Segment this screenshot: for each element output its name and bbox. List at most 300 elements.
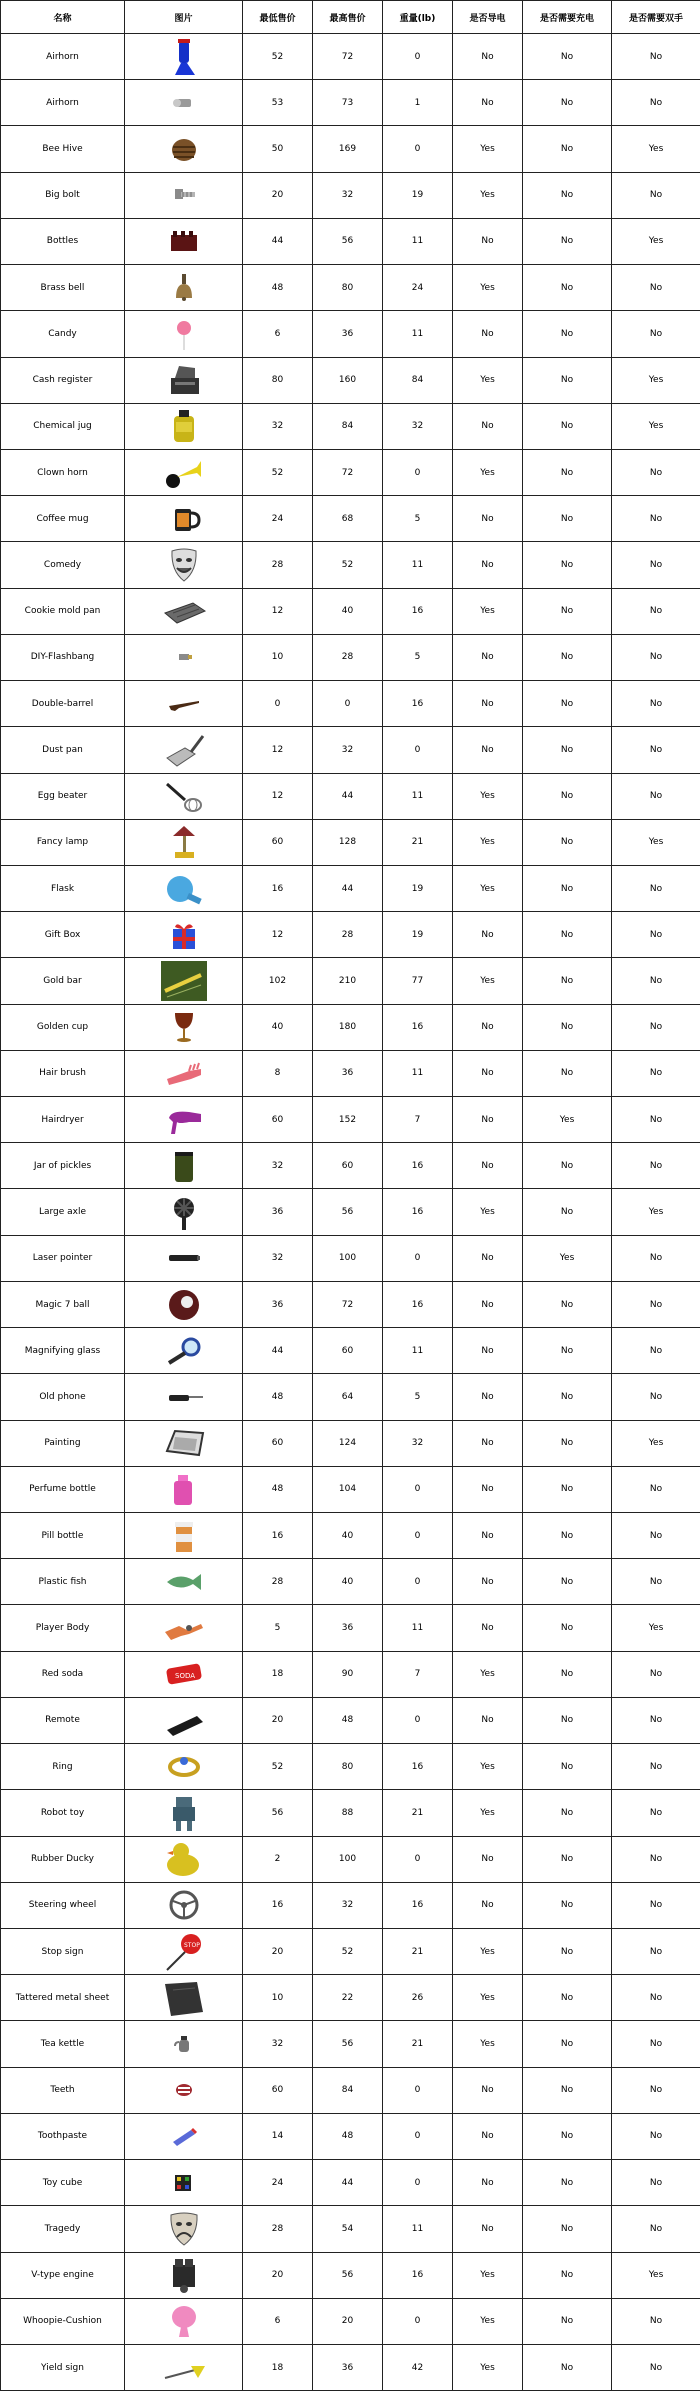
weight: 5: [383, 496, 453, 542]
needs-charge: No: [523, 449, 612, 495]
comedy-mask-icon: [161, 545, 207, 585]
item-name: Airhorn: [1, 80, 125, 126]
weight: 0: [383, 1559, 453, 1605]
conductive: Yes: [453, 2252, 523, 2298]
min-price: 12: [243, 727, 313, 773]
min-price: 32: [243, 1143, 313, 1189]
min-price: 44: [243, 1328, 313, 1374]
weight: 16: [383, 1189, 453, 1235]
item-image-cell: [125, 1004, 243, 1050]
item-image-cell: [125, 634, 243, 680]
max-price: 32: [313, 1882, 383, 1928]
weight: 7: [383, 1097, 453, 1143]
two-handed: No: [612, 1328, 700, 1374]
jug-icon: [161, 406, 207, 446]
robot-icon: [161, 1793, 207, 1833]
table-row: [1, 588, 700, 634]
svg-text:SODA: SODA: [174, 1672, 195, 1681]
two-handed: No: [612, 1836, 700, 1882]
table-row: [1, 1928, 700, 1974]
weight: 16: [383, 1143, 453, 1189]
table-row: [1, 2113, 700, 2159]
two-handed: No: [612, 1513, 700, 1559]
item-image-cell: [125, 1235, 243, 1281]
weight: 11: [383, 218, 453, 264]
item-image-cell: [125, 681, 243, 727]
item-name: Hair brush: [1, 1050, 125, 1096]
min-price: 10: [243, 1975, 313, 2021]
item-name: Gift Box: [1, 912, 125, 958]
weight: 11: [383, 1605, 453, 1651]
two-handed: No: [612, 265, 700, 311]
min-price: 0: [243, 681, 313, 727]
needs-charge: No: [523, 1605, 612, 1651]
pan-icon: [161, 591, 207, 631]
conductive: No: [453, 1605, 523, 1651]
conductive: No: [453, 727, 523, 773]
min-price: 60: [243, 819, 313, 865]
weight: 77: [383, 958, 453, 1004]
max-price: 28: [313, 912, 383, 958]
min-price: 16: [243, 1513, 313, 1559]
weight: 21: [383, 1928, 453, 1974]
max-price: 152: [313, 1097, 383, 1143]
item-name: Dust pan: [1, 727, 125, 773]
min-price: 20: [243, 1928, 313, 1974]
max-price: 44: [313, 773, 383, 819]
min-price: 60: [243, 1097, 313, 1143]
item-image-cell: [125, 2298, 243, 2344]
max-price: 44: [313, 865, 383, 911]
max-price: 40: [313, 588, 383, 634]
table-row: [1, 634, 700, 680]
soda-can-icon: [161, 1654, 207, 1694]
two-handed: No: [612, 1975, 700, 2021]
perfume-icon: [161, 1469, 207, 1509]
min-price: 32: [243, 403, 313, 449]
painting-icon: [161, 1423, 207, 1463]
conductive: No: [453, 311, 523, 357]
max-price: 20: [313, 2298, 383, 2344]
two-handed: No: [612, 1697, 700, 1743]
item-image-cell: [125, 172, 243, 218]
max-price: 0: [313, 681, 383, 727]
table-row: [1, 2206, 700, 2252]
two-handed: No: [612, 2206, 700, 2252]
item-name: Comedy: [1, 542, 125, 588]
egg-beater-icon: [161, 776, 207, 816]
max-price: 160: [313, 357, 383, 403]
weight: 84: [383, 357, 453, 403]
table-row: [1, 2021, 700, 2067]
item-image-cell: [125, 1605, 243, 1651]
max-price: 56: [313, 2252, 383, 2298]
min-price: 12: [243, 588, 313, 634]
item-name: Bottles: [1, 218, 125, 264]
conductive: Yes: [453, 2298, 523, 2344]
two-handed: No: [612, 311, 700, 357]
max-price: 36: [313, 1050, 383, 1096]
item-name: Big bolt: [1, 172, 125, 218]
item-name: Teeth: [1, 2067, 125, 2113]
candy-icon: [161, 314, 207, 354]
item-name: Candy: [1, 311, 125, 357]
two-handed: No: [612, 1882, 700, 1928]
conductive: Yes: [453, 1928, 523, 1974]
two-handed: No: [612, 542, 700, 588]
weight: 11: [383, 311, 453, 357]
two-handed: No: [612, 588, 700, 634]
two-handed: No: [612, 1143, 700, 1189]
item-name: Golden cup: [1, 1004, 125, 1050]
two-handed: No: [612, 912, 700, 958]
item-name: Rubber Ducky: [1, 1836, 125, 1882]
table-row: [1, 1882, 700, 1928]
conductive: Yes: [453, 958, 523, 1004]
max-price: 88: [313, 1790, 383, 1836]
weight: 16: [383, 1004, 453, 1050]
two-handed: Yes: [612, 1420, 700, 1466]
needs-charge: No: [523, 126, 612, 172]
item-image-cell: [125, 1790, 243, 1836]
mug-icon: [161, 499, 207, 539]
table-row: [1, 1097, 700, 1143]
weight: 11: [383, 1050, 453, 1096]
two-handed: No: [612, 1235, 700, 1281]
table-row: [1, 449, 700, 495]
weight: 16: [383, 588, 453, 634]
item-name: Toy cube: [1, 2160, 125, 2206]
needs-charge: No: [523, 172, 612, 218]
item-image-cell: [125, 1097, 243, 1143]
item-image-cell: [125, 126, 243, 172]
needs-charge: No: [523, 912, 612, 958]
item-name: DIY-Flashbang: [1, 634, 125, 680]
min-price: 12: [243, 912, 313, 958]
fish-icon: [161, 1562, 207, 1602]
conductive: No: [453, 1559, 523, 1605]
max-price: 80: [313, 1744, 383, 1790]
item-image-cell: [125, 1281, 243, 1327]
weight: 0: [383, 126, 453, 172]
weight: 26: [383, 1975, 453, 2021]
needs-charge: No: [523, 1928, 612, 1974]
weight: 16: [383, 2252, 453, 2298]
item-image-cell: [125, 588, 243, 634]
gift-box-icon: [161, 915, 207, 955]
max-price: 22: [313, 1975, 383, 2021]
two-handed: No: [612, 2344, 700, 2390]
airhorn-icon: [161, 37, 207, 77]
item-image-cell: [125, 1744, 243, 1790]
table-row: [1, 34, 700, 80]
item-image-cell: [125, 1882, 243, 1928]
item-name: Painting: [1, 1420, 125, 1466]
min-price: 48: [243, 1374, 313, 1420]
item-name: Pill bottle: [1, 1513, 125, 1559]
max-price: 36: [313, 311, 383, 357]
golden-cup-icon: [161, 1007, 207, 1047]
flashbang-icon: [161, 637, 207, 677]
max-price: 180: [313, 1004, 383, 1050]
max-price: 44: [313, 2160, 383, 2206]
table-row: [1, 311, 700, 357]
conductive: Yes: [453, 1651, 523, 1697]
needs-charge: No: [523, 218, 612, 264]
conductive: No: [453, 2160, 523, 2206]
item-name: Old phone: [1, 1374, 125, 1420]
magic-ball-icon: [161, 1285, 207, 1325]
needs-charge: No: [523, 1374, 612, 1420]
two-handed: Yes: [612, 1189, 700, 1235]
two-handed: Yes: [612, 819, 700, 865]
table-row: [1, 681, 700, 727]
bee-hive-icon: [161, 129, 207, 169]
needs-charge: No: [523, 1328, 612, 1374]
item-image-cell: [125, 2344, 243, 2390]
item-image-cell: [125, 80, 243, 126]
weight: 16: [383, 1744, 453, 1790]
item-image-cell: [125, 403, 243, 449]
weight: 11: [383, 773, 453, 819]
conductive: No: [453, 2067, 523, 2113]
conductive: No: [453, 1420, 523, 1466]
two-handed: No: [612, 1466, 700, 1512]
min-price: 44: [243, 218, 313, 264]
max-price: 56: [313, 2021, 383, 2067]
weight: 0: [383, 1697, 453, 1743]
table-row: [1, 1281, 700, 1327]
two-handed: No: [612, 634, 700, 680]
min-price: 48: [243, 265, 313, 311]
needs-charge: No: [523, 634, 612, 680]
item-name: Ring: [1, 1744, 125, 1790]
header-two-handed: 是否需要双手: [612, 1, 700, 34]
weight: 0: [383, 2298, 453, 2344]
max-price: 210: [313, 958, 383, 1004]
min-price: 16: [243, 1882, 313, 1928]
item-image-cell: [125, 1050, 243, 1096]
needs-charge: No: [523, 727, 612, 773]
min-price: 28: [243, 1559, 313, 1605]
needs-charge: No: [523, 2206, 612, 2252]
duck-icon: [161, 1839, 207, 1879]
needs-charge: No: [523, 958, 612, 1004]
two-handed: No: [612, 1281, 700, 1327]
min-price: 18: [243, 1651, 313, 1697]
table-row: [1, 1744, 700, 1790]
table-row: [1, 865, 700, 911]
conductive: No: [453, 403, 523, 449]
table-row: [1, 172, 700, 218]
weight: 11: [383, 2206, 453, 2252]
item-image-cell: [125, 496, 243, 542]
item-image-cell: [125, 819, 243, 865]
conductive: No: [453, 681, 523, 727]
conductive: Yes: [453, 865, 523, 911]
needs-charge: No: [523, 2160, 612, 2206]
needs-charge: No: [523, 2344, 612, 2390]
item-name: Brass bell: [1, 265, 125, 311]
conductive: No: [453, 912, 523, 958]
metal-sheet-icon: [161, 1978, 207, 2018]
table-row: [1, 2344, 700, 2390]
player-body-icon: [161, 1608, 207, 1648]
min-price: 28: [243, 2206, 313, 2252]
max-price: 48: [313, 1697, 383, 1743]
flask-icon: [161, 869, 207, 909]
axle-icon: [161, 1192, 207, 1232]
min-price: 52: [243, 1744, 313, 1790]
conductive: No: [453, 1328, 523, 1374]
table-row: [1, 912, 700, 958]
item-name: Player Body: [1, 1605, 125, 1651]
needs-charge: No: [523, 265, 612, 311]
two-handed: Yes: [612, 403, 700, 449]
needs-charge: No: [523, 80, 612, 126]
needs-charge: Yes: [523, 1097, 612, 1143]
table-row: [1, 1189, 700, 1235]
conductive: Yes: [453, 773, 523, 819]
item-name: Coffee mug: [1, 496, 125, 542]
max-price: 40: [313, 1559, 383, 1605]
needs-charge: No: [523, 1975, 612, 2021]
max-price: 52: [313, 1928, 383, 1974]
hairdryer-icon: [161, 1100, 207, 1140]
two-handed: Yes: [612, 357, 700, 403]
needs-charge: No: [523, 1143, 612, 1189]
item-image-cell: [125, 773, 243, 819]
needs-charge: No: [523, 2298, 612, 2344]
item-image-cell: [125, 1975, 243, 2021]
conductive: Yes: [453, 1790, 523, 1836]
conductive: Yes: [453, 2021, 523, 2067]
two-handed: No: [612, 2113, 700, 2159]
weight: 24: [383, 265, 453, 311]
item-image-cell: [125, 2206, 243, 2252]
teeth-icon: [161, 2070, 207, 2110]
min-price: 80: [243, 357, 313, 403]
conductive: Yes: [453, 172, 523, 218]
item-image-cell: [125, 727, 243, 773]
two-handed: No: [612, 865, 700, 911]
lamp-icon: [161, 822, 207, 862]
max-price: 56: [313, 1189, 383, 1235]
table-row: [1, 2160, 700, 2206]
two-handed: No: [612, 172, 700, 218]
hair-brush-icon: [161, 1053, 207, 1093]
item-image-cell: [125, 1928, 243, 1974]
conductive: No: [453, 1143, 523, 1189]
stop-sign-icon: [161, 1932, 207, 1972]
tragedy-mask-icon: [161, 2209, 207, 2249]
table-row: [1, 1420, 700, 1466]
two-handed: No: [612, 1559, 700, 1605]
table-row: [1, 727, 700, 773]
two-handed: No: [612, 1097, 700, 1143]
two-handed: No: [612, 449, 700, 495]
gold-bar-icon: [161, 961, 207, 1001]
min-price: 10: [243, 634, 313, 680]
item-name: Flask: [1, 865, 125, 911]
min-price: 50: [243, 126, 313, 172]
item-image-cell: [125, 1836, 243, 1882]
conductive: Yes: [453, 265, 523, 311]
needs-charge: No: [523, 1744, 612, 1790]
item-name: Double-barrel: [1, 681, 125, 727]
item-name: Yield sign: [1, 2344, 125, 2390]
table-row: [1, 1836, 700, 1882]
conductive: No: [453, 634, 523, 680]
weight: 0: [383, 727, 453, 773]
item-name: Chemical jug: [1, 403, 125, 449]
item-name: Remote: [1, 1697, 125, 1743]
two-handed: No: [612, 2067, 700, 2113]
table-row: [1, 403, 700, 449]
weight: 7: [383, 1651, 453, 1697]
max-price: 32: [313, 172, 383, 218]
item-name: Hairdryer: [1, 1097, 125, 1143]
item-name: Tea kettle: [1, 2021, 125, 2067]
needs-charge: No: [523, 1281, 612, 1327]
needs-charge: No: [523, 681, 612, 727]
item-image-cell: [125, 1466, 243, 1512]
needs-charge: No: [523, 1882, 612, 1928]
table-row: [1, 819, 700, 865]
min-price: 32: [243, 2021, 313, 2067]
weight: 11: [383, 542, 453, 588]
two-handed: No: [612, 1790, 700, 1836]
max-price: 40: [313, 1513, 383, 1559]
two-handed: No: [612, 681, 700, 727]
conductive: No: [453, 218, 523, 264]
weight: 19: [383, 865, 453, 911]
min-price: 36: [243, 1189, 313, 1235]
table-row: [1, 1374, 700, 1420]
item-name: Laser pointer: [1, 1235, 125, 1281]
item-image-cell: [125, 2021, 243, 2067]
table-row: [1, 1466, 700, 1512]
two-handed: Yes: [612, 2252, 700, 2298]
two-handed: No: [612, 2160, 700, 2206]
weight: 32: [383, 1420, 453, 1466]
max-price: 54: [313, 2206, 383, 2252]
table-row: [1, 126, 700, 172]
airhorn-small-icon: [161, 83, 207, 123]
item-name: Toothpaste: [1, 2113, 125, 2159]
two-handed: No: [612, 2298, 700, 2344]
conductive: Yes: [453, 357, 523, 403]
conductive: Yes: [453, 126, 523, 172]
max-price: 32: [313, 727, 383, 773]
item-image-cell: [125, 449, 243, 495]
item-name: Bee Hive: [1, 126, 125, 172]
table-row: [1, 1143, 700, 1189]
conductive: No: [453, 1466, 523, 1512]
needs-charge: No: [523, 542, 612, 588]
min-price: 36: [243, 1281, 313, 1327]
max-price: 84: [313, 403, 383, 449]
table-row: [1, 1559, 700, 1605]
two-handed: Yes: [612, 126, 700, 172]
min-price: 8: [243, 1050, 313, 1096]
conductive: No: [453, 1836, 523, 1882]
bolt-icon: [161, 175, 207, 215]
max-price: 80: [313, 265, 383, 311]
conductive: No: [453, 34, 523, 80]
weight: 0: [383, 1235, 453, 1281]
table-row: [1, 496, 700, 542]
